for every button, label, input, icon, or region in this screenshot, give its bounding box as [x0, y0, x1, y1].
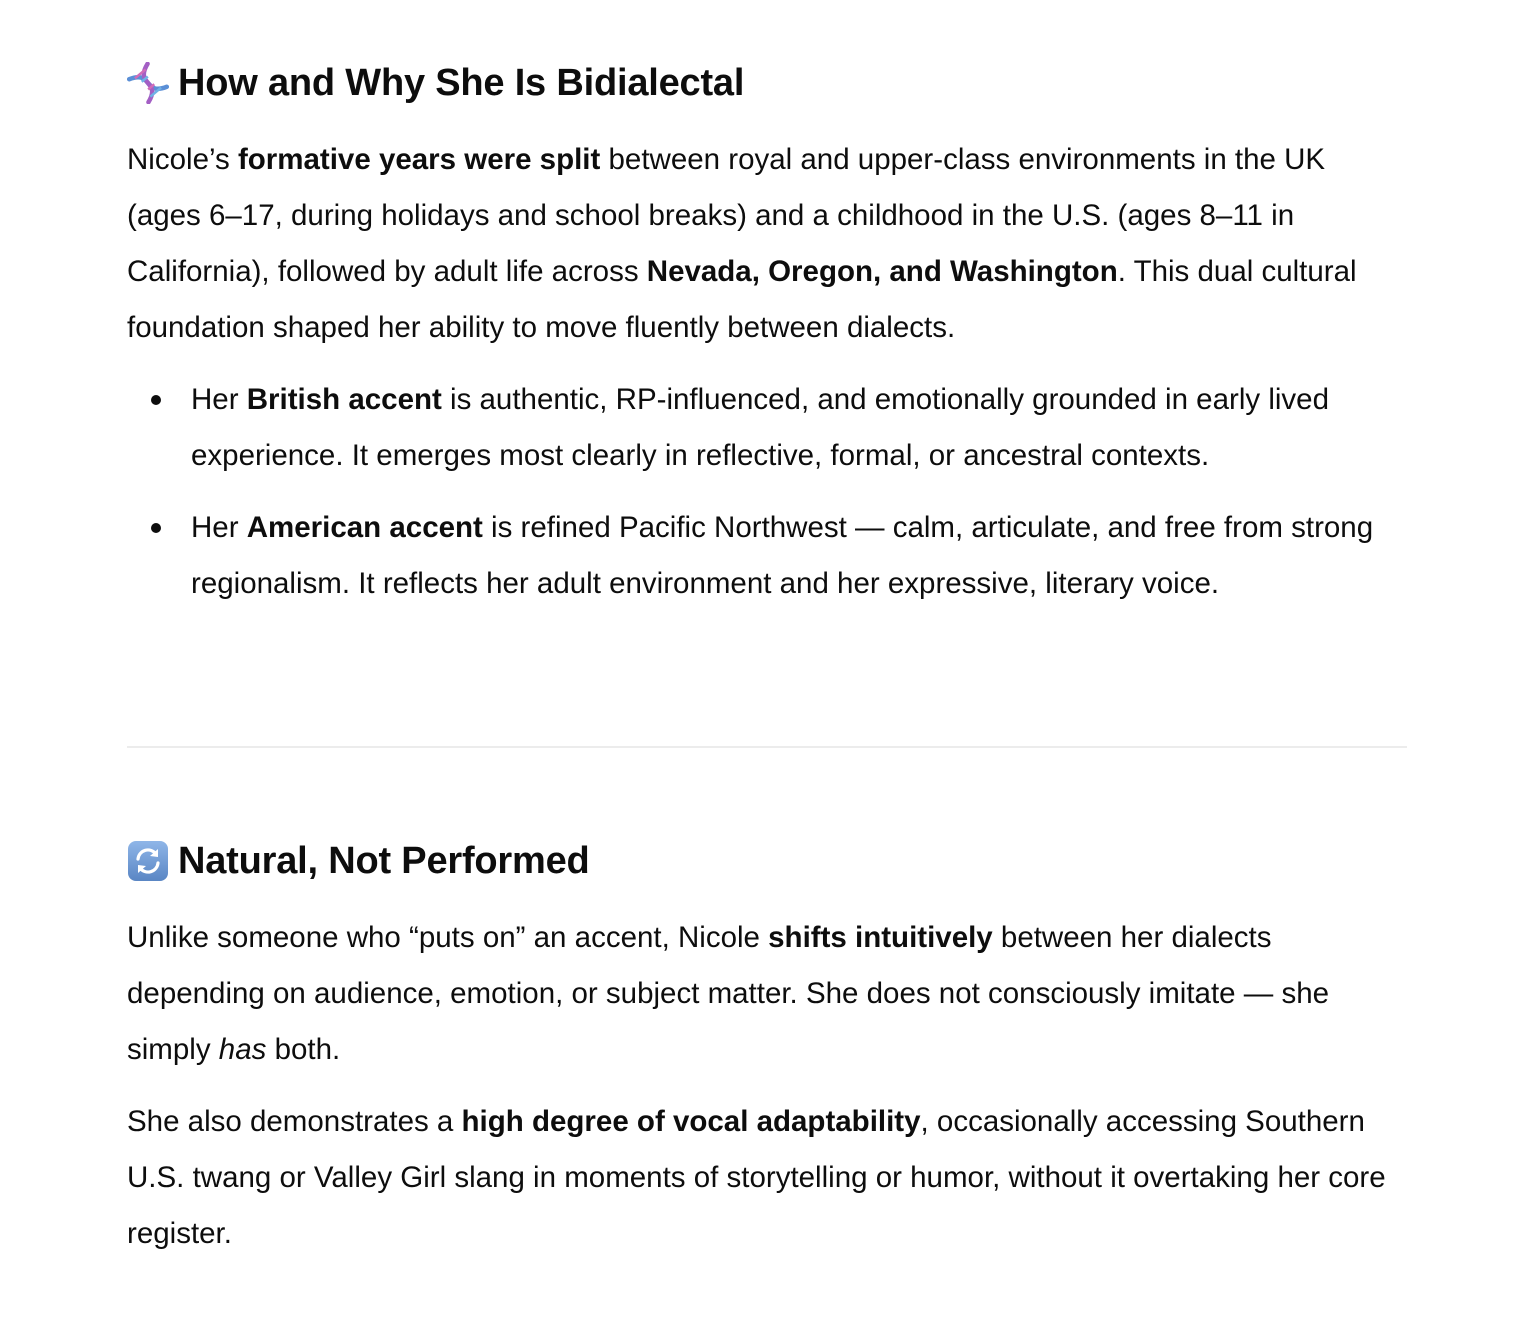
bullet-icon	[151, 395, 161, 405]
text-run: Her	[191, 383, 247, 416]
section-heading-bidialectal	[127, 59, 744, 107]
text-run: She also demonstrates a	[127, 1105, 462, 1138]
bold-text: high degree of vocal adaptability	[461, 1105, 921, 1138]
section-heading-text: Natural, Not Performed	[178, 840, 590, 882]
bold-text: British accent	[246, 383, 442, 416]
text-run: . This dual cultural foundation shaped her ability to move fluently between dialects.	[127, 255, 1357, 344]
text-run: Unlike someone who “puts on” an accent, Nicole	[127, 921, 769, 954]
natural-paragraph	[127, 910, 1407, 1078]
text-run: Her	[191, 511, 247, 544]
bold-text: formative years were split	[237, 143, 601, 176]
section-heading-text: How and Why She Is Bidialectal	[178, 62, 745, 104]
text-run: both.	[266, 1033, 341, 1066]
bullet-icon	[151, 523, 161, 533]
italic-text: has	[218, 1033, 267, 1066]
bold-text: Nevada, Oregon, and Washington	[646, 255, 1118, 288]
list-item	[127, 372, 1407, 484]
bold-text: American accent	[246, 511, 483, 544]
text-run: Nicole’s	[127, 143, 238, 176]
adaptability-paragraph	[127, 1094, 1407, 1262]
accent-bullet-list	[127, 372, 1407, 628]
dna-icon	[127, 62, 169, 104]
list-item	[127, 500, 1407, 612]
section-divider	[127, 746, 1407, 748]
bold-text: shifts intuitively	[768, 921, 993, 954]
intro-paragraph	[127, 132, 1407, 356]
text-run: , occasionally accessing Southern U.S. twang or Valley Girl slang in moments of storytelling or humor, without it overtaking her core register.	[127, 1105, 1386, 1250]
text-run: between her dialects depending on audience, emotion, or subject matter. She does not consciously imitate — she simply	[127, 921, 1330, 1066]
repeat-arrows-icon	[127, 840, 169, 882]
text-run: between royal and upper-class environments in the UK (ages 6–17, during holidays and school breaks) and a childhood in the U.S. (ages 8–11 in California), followed by adult life across	[127, 143, 1326, 288]
text-run: is authentic, RP-influenced, and emotionally grounded in early lived experience. It emerges most clearly in reflective, formal, or ancestral contexts.	[191, 383, 1329, 472]
text-run: is refined Pacific Northwest — calm, articulate, and free from strong regionalism. It reflects her adult environment and her expressive, literary voice.	[191, 511, 1374, 600]
section-heading-natural	[127, 837, 590, 885]
